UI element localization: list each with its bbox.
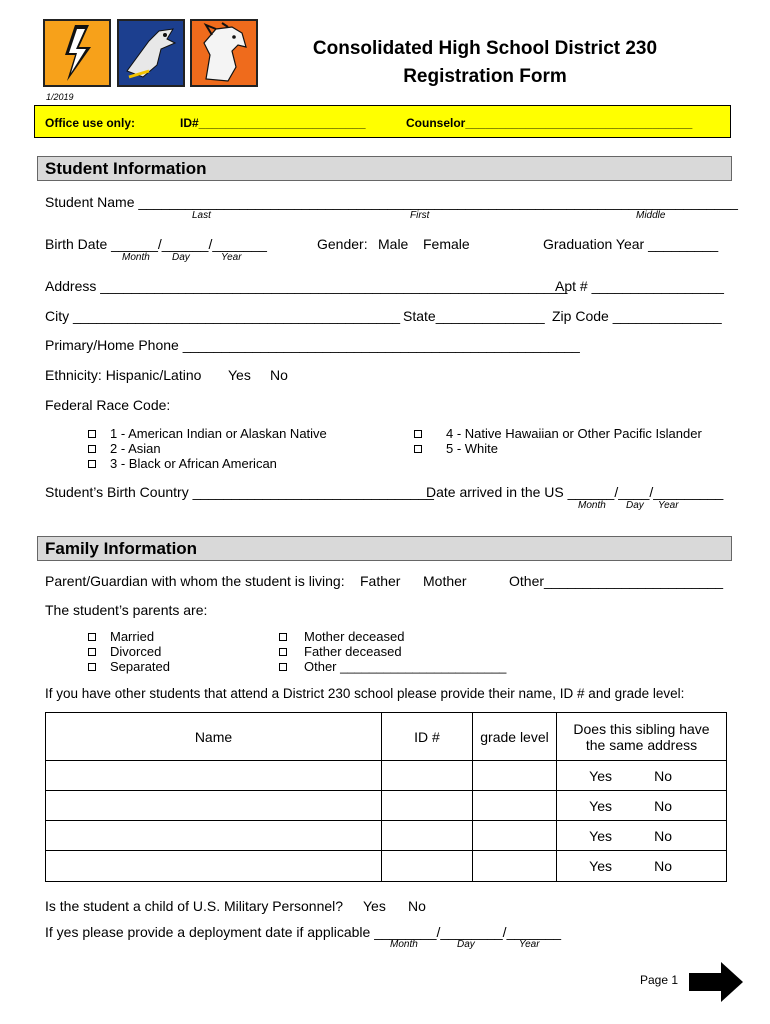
office-id-field[interactable]: ID#_________________________ xyxy=(180,116,366,130)
version-label: 1/2019 xyxy=(46,92,74,102)
checkbox-icon[interactable] xyxy=(279,648,287,656)
parents-right-list xyxy=(279,629,506,674)
same-address-no[interactable]: No xyxy=(654,797,672,814)
checkbox-icon[interactable] xyxy=(88,648,96,656)
sibling-grade-cell[interactable] xyxy=(473,791,557,821)
sibling-id-cell[interactable] xyxy=(382,821,473,851)
gender-option-female[interactable]: Female xyxy=(423,236,470,252)
checkbox-icon[interactable] xyxy=(279,663,287,671)
parent-status-label: Separated xyxy=(110,659,170,674)
sibling-name-cell[interactable] xyxy=(46,821,382,851)
race-option-label: 2 - Asian xyxy=(110,441,161,456)
guardian-option-mother[interactable]: Mother xyxy=(423,573,467,589)
arrived-sub-month: Month xyxy=(578,500,606,511)
birth-sub-month: Month xyxy=(122,252,150,263)
parent-status-label: Divorced xyxy=(110,644,162,659)
parent-status-label: Father deceased xyxy=(304,644,402,659)
gender-label: Gender: xyxy=(317,236,368,252)
office-use-label: Office use only: xyxy=(45,116,136,130)
header-name: Name xyxy=(46,713,382,761)
sibling-name-cell[interactable] xyxy=(46,791,382,821)
checkbox-icon[interactable] xyxy=(414,430,422,438)
form-subtitle: Registration Form xyxy=(403,66,567,87)
sibling-name-cell[interactable] xyxy=(46,851,382,882)
race-option-label: 4 - Native Hawaiian or Other Pacific Islander xyxy=(446,426,702,441)
same-address-cell xyxy=(557,851,727,882)
same-address-yes[interactable]: Yes xyxy=(589,797,612,814)
race-option[interactable] xyxy=(88,441,327,456)
race-option-label: 1 - American Indian or Alaskan Native xyxy=(110,426,327,441)
race-right-list xyxy=(414,426,702,456)
arrived-sub-year: Year xyxy=(658,500,679,511)
student-section-header: Student Information xyxy=(37,156,732,181)
city-field[interactable]: City __________________________________________ xyxy=(45,308,401,324)
race-option-label: 5 - White xyxy=(446,441,499,456)
race-left-list xyxy=(88,426,327,471)
same-address-yes[interactable]: Yes xyxy=(589,827,612,844)
date-arrived-field[interactable]: Date arrived in the US ______/____/_________ xyxy=(426,484,724,500)
checkbox-icon[interactable] xyxy=(88,445,96,453)
table-row xyxy=(46,851,727,882)
lightning-logo xyxy=(43,19,111,87)
parent-status-option[interactable] xyxy=(88,659,170,674)
state-field[interactable]: State______________ xyxy=(403,308,545,324)
checkbox-icon[interactable] xyxy=(279,633,287,641)
siblings-table xyxy=(45,712,727,882)
parent-status-label: Married xyxy=(110,629,155,644)
ethnicity-label: Ethnicity: Hispanic/Latino xyxy=(45,367,202,383)
race-option-label: 3 - Black or African American xyxy=(110,456,277,471)
checkbox-icon[interactable] xyxy=(88,430,96,438)
name-sub-last: Last xyxy=(192,210,211,221)
military-label: Is the student a child of U.S. Military Personnel? xyxy=(45,898,344,914)
siblings-prompt: If you have other students that attend a District 230 school please provide their name, ID # and grade level: xyxy=(45,686,685,701)
birth-country-field[interactable]: Student’s Birth Country _______________________________ xyxy=(45,484,434,500)
page-number: Page 1 xyxy=(640,973,679,987)
sibling-grade-cell[interactable] xyxy=(473,821,557,851)
deploy-sub-day: Day xyxy=(457,939,475,950)
race-option[interactable] xyxy=(88,456,327,471)
parents-left-list xyxy=(88,629,170,674)
checkbox-icon[interactable] xyxy=(88,633,96,641)
same-address-cell xyxy=(557,821,727,851)
same-address-no[interactable]: No xyxy=(654,827,672,844)
header-same-address xyxy=(557,713,727,761)
address-field[interactable]: Address ____________________________________________________________ xyxy=(45,278,568,294)
table-row xyxy=(46,791,727,821)
header-same-address-line2: the same address xyxy=(585,736,698,753)
eagle-logo xyxy=(117,19,185,87)
parent-status-label: Mother deceased xyxy=(304,629,405,644)
deploy-sub-year: Year xyxy=(519,939,540,950)
ethnicity-option-yes[interactable]: Yes xyxy=(228,367,251,383)
birth-sub-day: Day xyxy=(172,252,190,263)
parent-status-option[interactable] xyxy=(88,644,170,659)
sibling-name-cell[interactable] xyxy=(46,761,382,791)
ethnicity-option-no[interactable]: No xyxy=(270,367,288,383)
sibling-grade-cell[interactable] xyxy=(473,761,557,791)
same-address-yes[interactable]: Yes xyxy=(589,767,612,784)
header-same-address-line1: Does this sibling have xyxy=(573,720,710,737)
counselor-field[interactable]: Counselor__________________________________ xyxy=(406,116,693,130)
same-address-no[interactable]: No xyxy=(654,858,672,874)
sibling-id-cell[interactable] xyxy=(382,851,473,882)
deploy-sub-month: Month xyxy=(390,939,418,950)
parent-status-option[interactable] xyxy=(88,629,170,644)
checkbox-icon[interactable] xyxy=(88,460,96,468)
mustang-logo xyxy=(190,19,258,87)
birth-sub-year: Year xyxy=(221,252,242,263)
table-row xyxy=(46,821,727,851)
race-option[interactable] xyxy=(414,441,702,456)
sibling-grade-cell[interactable] xyxy=(473,851,557,882)
table-header-row xyxy=(46,713,727,761)
sibling-id-cell[interactable] xyxy=(382,761,473,791)
birth-date-field[interactable]: Birth Date ______/______/_______ xyxy=(45,236,267,252)
right-arrow-icon[interactable] xyxy=(689,962,745,1007)
parent-status-option[interactable] xyxy=(279,659,506,674)
form-title: Consolidated High School District 230 xyxy=(312,38,658,59)
sibling-id-cell[interactable] xyxy=(382,791,473,821)
parent-status-label: Other _______________________ xyxy=(304,659,507,674)
race-code-label: Federal Race Code: xyxy=(45,397,171,413)
military-option-yes[interactable]: Yes xyxy=(363,898,386,914)
table-row xyxy=(46,761,727,791)
graduation-year-field[interactable]: Graduation Year _________ xyxy=(543,236,719,252)
parents-status-label: The student’s parents are: xyxy=(45,602,208,618)
parent-status-option[interactable] xyxy=(279,644,506,659)
military-option-no[interactable]: No xyxy=(408,898,426,914)
race-option[interactable] xyxy=(88,426,327,441)
header-id: ID # xyxy=(382,713,473,761)
guardian-option-father[interactable]: Father xyxy=(360,573,401,589)
name-sub-middle: Middle xyxy=(636,210,666,221)
same-address-yes[interactable]: Yes xyxy=(589,858,612,874)
parent-status-option[interactable] xyxy=(279,629,506,644)
same-address-no[interactable]: No xyxy=(654,767,672,784)
checkbox-icon[interactable] xyxy=(414,445,422,453)
arrived-sub-day: Day xyxy=(626,500,644,511)
checkbox-icon[interactable] xyxy=(88,663,96,671)
same-address-cell xyxy=(557,761,727,791)
zip-field[interactable]: Zip Code ______________ xyxy=(552,308,722,324)
name-sub-first: First xyxy=(410,210,430,221)
guardian-label: Parent/Guardian with whom the student is living: xyxy=(45,573,345,589)
same-address-cell xyxy=(557,791,727,821)
gender-option-male[interactable]: Male xyxy=(378,236,409,252)
phone-field[interactable]: Primary/Home Phone ___________________________________________________ xyxy=(45,337,580,353)
apt-field[interactable]: Apt # _________________ xyxy=(555,278,724,294)
race-option[interactable] xyxy=(414,426,702,441)
student-name-field[interactable]: Student Name _____________________________________________________________________________ xyxy=(45,194,738,210)
header-grade: grade level xyxy=(473,713,557,761)
guardian-option-other[interactable]: Other_______________________ xyxy=(509,573,724,589)
family-section-header: Family Information xyxy=(37,536,732,561)
deployment-date-field[interactable]: If yes please provide a deployment date if applicable ________/________/_______ xyxy=(45,924,562,940)
